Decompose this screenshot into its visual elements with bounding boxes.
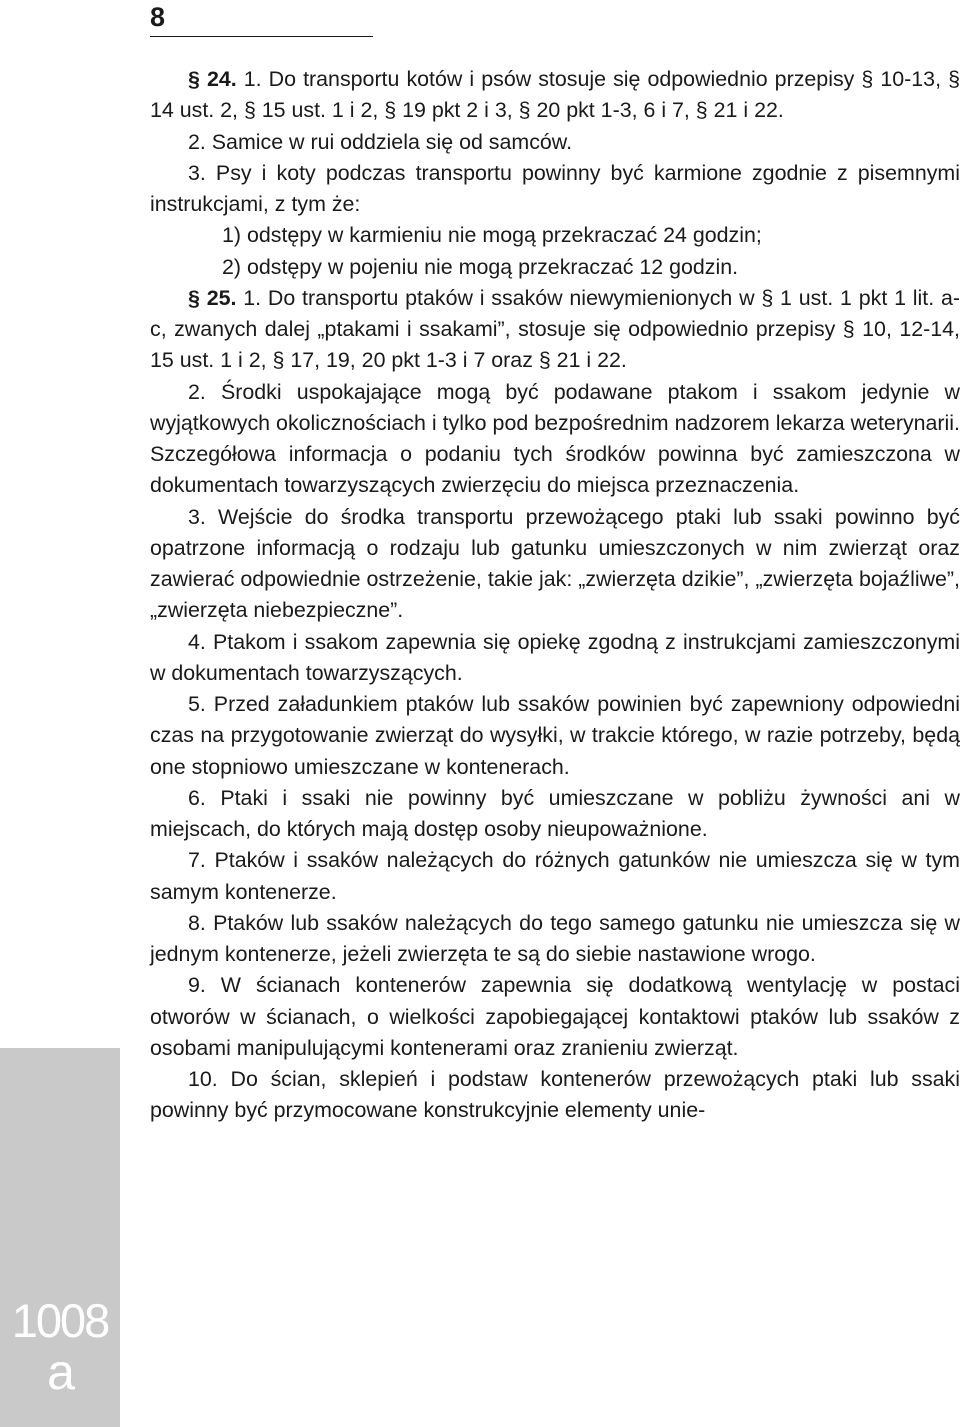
side-tab-code: 1008 — [11, 1294, 109, 1347]
paragraph-marker: § 24. — [188, 67, 237, 91]
list-text: odstępy w karmieniu nie mogą przekraczać 24 godzin; — [241, 223, 762, 248]
list-marker: 2) — [222, 254, 242, 279]
paragraph-text: 1. Do transportu kotów i psów stosuje się odpowiednio przepisy § 10-13, § 14 ust. 2, § 15 ust. 1 i 2, § 19 pkt 2 i 3, § 20 pkt 1-3, 6 i 7, § 21 i 22. — [150, 67, 960, 123]
paragraph-text: Ptaków lub ssaków należących do tego samego gatunku nie umieszcza się w jednym kontenerze, jeżeli zwierzęta te są do siebie nastawione wrogo. — [150, 910, 960, 966]
paragraph-text: Ptaków i ssaków należących do różnych gatunków nie umieszcza się w tym samym kontenerze. — [150, 848, 960, 904]
paragraph-marker: 8. — [188, 910, 206, 935]
paragraph-marker: § 25. — [188, 285, 237, 310]
list-text: odstępy w pojeniu nie mogą przekraczać 12 godzin. — [241, 254, 739, 279]
paragraph-text: W ścianach kontenerów zapewnia się dodatkową wentylację w postaci otworów w ścianach, o wielkości zapobiegającej kontaktowi ptaków lub ssaków z osobami manipulującymi kontenerami oraz zranieniu zwierząt. — [150, 973, 960, 1060]
paragraph-text: Do ścian, sklepień i podstaw kontenerów przewożących ptaki lub ssaki powinny być przymocowane konstrukcyjnie elementy unie- — [150, 1067, 960, 1123]
paragraph-marker: 9. — [188, 973, 206, 998]
list-item-1 — [150, 220, 960, 251]
paragraph-marker: 10. — [188, 1067, 218, 1091]
paragraph-25-5 — [150, 689, 960, 783]
paragraph-text: Psy i koty podczas transportu powinny być karmione zgodnie z pisemnymi instrukcjami, z tym że: — [150, 160, 960, 216]
paragraph-marker: 6. — [188, 785, 206, 810]
paragraph-24-1 — [150, 64, 960, 127]
paragraph-text: Przed załadunkiem ptaków lub ssaków powinien być zapewniony odpowiedni czas na przygotowanie zwierząt do wysyłki, w trakcie którego, w razie potrzeby, będą one stopniowo umieszczane w kontenerach. — [150, 692, 960, 779]
document-body — [150, 64, 960, 1127]
paragraph-marker: 2. — [188, 129, 206, 154]
paragraph-25-6 — [150, 783, 960, 846]
paragraph-25-2 — [150, 377, 960, 502]
paragraph-text: Środki uspokajające mogą być podawane ptakom i ssakom jedynie w wyjątkowych okolicznościach i tylko pod bezpośrednim nadzorem lekarza weterynarii. Szczegółowa informacja o podaniu tych środków powinna być zamieszczona w dokumentach towarzyszących zwierzęciu do miejsca przeznaczenia. — [150, 379, 960, 498]
paragraph-marker: 3. — [188, 160, 206, 185]
paragraph-24-2 — [150, 127, 960, 158]
paragraph-25-9 — [150, 970, 960, 1064]
paragraph-text: Wejście do środka transportu przewożącego ptaki lub ssaki powinno być opatrzone informacją o rodzaju lub gatunku umieszczonych w nim zwierząt oraz zawierać odpowiednie ostrzeżenie, takie jak: „zwierzęta dzikie”, „zwierzęta bojaźliwe”, „zwierzęta niebezpieczne”. — [150, 504, 960, 623]
paragraph-25-1 — [150, 283, 960, 377]
paragraph-text: 1. Do transportu ptaków i ssaków niewymienionych w § 1 ust. 1 pkt 1 lit. a-c, zwanych dalej „ptakami i ssakami”, stosuje się odpowiednio przepisy § 10, 12-14, 15 ust. 1 i 2, § 17, 19, 20 pkt 1-3 i 7 oraz § 21 i 22. — [150, 285, 960, 373]
paragraph-25-8 — [150, 908, 960, 971]
paragraph-marker: 7. — [188, 848, 206, 873]
paragraph-marker: 2. — [188, 379, 206, 404]
list-marker: 1) — [222, 223, 242, 248]
paragraph-24-3 — [150, 158, 960, 221]
page-number: 8 — [150, 2, 166, 32]
paragraph-25-7 — [150, 845, 960, 908]
paragraph-25-4 — [150, 627, 960, 690]
paragraph-marker: 5. — [188, 692, 206, 716]
paragraph-25-10 — [150, 1064, 960, 1127]
paragraph-text: Ptaki i ssaki nie powinny być umieszczane w pobliżu żywności ani w miejscach, do których mają dostęp osoby nieupoważnione. — [150, 785, 960, 841]
paragraph-25-3 — [150, 502, 960, 627]
paragraph-marker: 4. — [188, 629, 206, 654]
paragraph-marker: 3. — [188, 504, 206, 529]
paragraph-text: Samice w rui oddziela się od samców. — [205, 129, 573, 154]
list-item-2 — [150, 252, 960, 283]
side-tab — [0, 1048, 120, 1427]
paragraph-text: Ptakom i ssakom zapewnia się opiekę zgodną z instrukcjami zamieszczonymi w dokumentach towarzyszących. — [150, 629, 960, 685]
header-rule — [150, 36, 373, 37]
side-tab-letter: a — [47, 1344, 73, 1400]
